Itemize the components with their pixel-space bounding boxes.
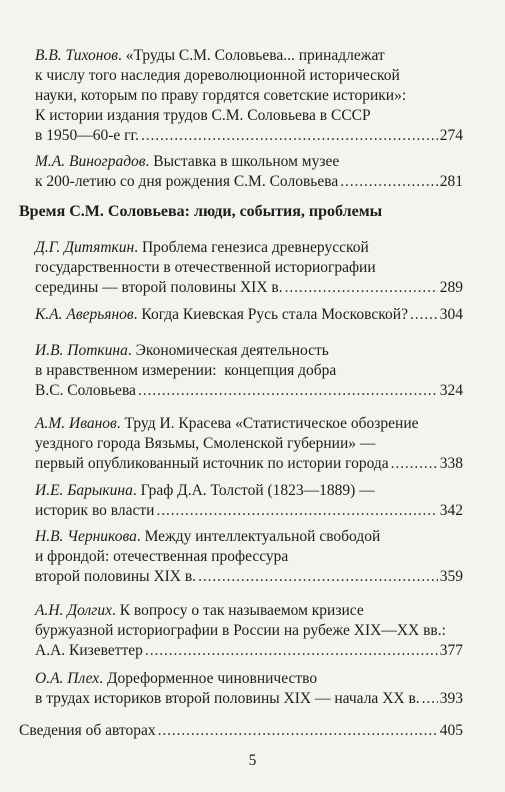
entry-author: А.Н. Долгих bbox=[35, 602, 112, 619]
entry-page-number: 338 bbox=[439, 455, 463, 472]
entry-title-line: уездного города Вязьмы, Смоленской губернии» — bbox=[35, 435, 376, 452]
entry-page-number: 289 bbox=[439, 279, 463, 296]
entry-last-line bbox=[35, 689, 463, 709]
entry-title-line: середины — второй половины XIX в. bbox=[35, 279, 283, 296]
dot-leader bbox=[158, 721, 438, 741]
entry-author: И.Е. Барыкина bbox=[35, 482, 133, 499]
entry-last-line bbox=[35, 641, 463, 661]
entry-title-line: к числу того наследия дореволюционной исторической bbox=[35, 67, 400, 84]
dot-leader bbox=[410, 305, 438, 325]
entry-title-line: Экономическая деятельность bbox=[135, 342, 329, 359]
entry-last-line bbox=[35, 126, 463, 146]
entry-author: Д.Г. Дитяткин bbox=[35, 239, 135, 256]
dot-leader bbox=[422, 689, 438, 709]
entry-last-line bbox=[35, 278, 463, 298]
entry-page-number: 324 bbox=[439, 382, 463, 399]
entry-title-line: Когда Киевская Русь стала Московской? bbox=[141, 306, 408, 323]
toc-entry[interactable] bbox=[35, 341, 463, 401]
entry-title-line: историк во власти bbox=[35, 502, 155, 519]
toc-entry[interactable] bbox=[35, 527, 463, 587]
dot-leader bbox=[391, 454, 438, 474]
entry-last-line bbox=[35, 381, 463, 401]
entry-author: В.В. Тихонов bbox=[35, 47, 118, 64]
entry-author: О.А. Плех bbox=[35, 670, 100, 687]
toc-entry-first-line: И.Е. Барыкина. Граф Д.А. Толстой (1823—1889) — bbox=[35, 482, 375, 499]
entry-author: Н.В. Черникова bbox=[35, 528, 137, 545]
entry-last-line bbox=[35, 567, 463, 587]
toc-entry[interactable] bbox=[35, 152, 463, 192]
authors-info-entry[interactable] bbox=[19, 721, 463, 741]
entry-title-line: Выставка в школьном музее bbox=[153, 153, 340, 170]
entry-title-line: науки, которым по праву гордятся советские историки»: bbox=[35, 87, 407, 104]
entry-title-line: Дореформенное чиновничество bbox=[106, 670, 318, 687]
entry-title-line: и фрондой: отечественная профессура bbox=[35, 548, 289, 565]
entry-page-number: 304 bbox=[439, 306, 463, 323]
entry-author: А.М. Иванов bbox=[35, 415, 117, 432]
entry-page-number: 274 bbox=[439, 127, 463, 144]
toc-entry-first-line: И.В. Поткина. Экономическая деятельность bbox=[35, 342, 329, 359]
dot-leader bbox=[198, 567, 438, 587]
toc-entry-first-line: А.М. Иванов. Труд И. Красева «Статистическое обозрение bbox=[35, 415, 419, 432]
entry-page-number: 281 bbox=[439, 173, 463, 190]
toc-entry[interactable] bbox=[35, 669, 463, 709]
entry-title-line: Труд И. Красева «Статистическое обозрение bbox=[124, 415, 419, 432]
entry-author: И.В. Поткина bbox=[35, 342, 128, 359]
toc-entry[interactable] bbox=[35, 601, 463, 661]
entry-title-line: К истории издания трудов С.М. Соловьева в СССР bbox=[35, 107, 371, 124]
page-number: 5 bbox=[248, 752, 257, 769]
entry-title-line: Проблема генезиса древнерусской bbox=[141, 239, 369, 256]
entry-title-line: в 1950—60-е гг. bbox=[35, 127, 139, 144]
entry-author: К.А. Аверьянов bbox=[35, 306, 134, 323]
entry-title-line: государственности в отечественной историографии bbox=[35, 259, 376, 276]
entry-last-line bbox=[19, 721, 463, 741]
entry-title-text: К.А. Аверьянов. Когда Киевская Русь стала Московской? bbox=[35, 306, 408, 323]
entry-last-line bbox=[35, 454, 463, 474]
entry-page-number: 377 bbox=[439, 642, 463, 659]
dot-leader bbox=[145, 641, 438, 661]
toc-entry-first-line: Н.В. Черникова. Между интеллектуальной свободой bbox=[35, 528, 381, 545]
toc-entry-first-line: В.В. Тихонов. «Труды С.М. Соловьева... принадлежат bbox=[35, 47, 385, 64]
authors-info-label: Сведения об авторах bbox=[19, 722, 156, 739]
dot-leader bbox=[141, 126, 438, 146]
entry-title-line: А.А. Кизеветтер bbox=[35, 642, 143, 659]
toc-entry[interactable] bbox=[35, 46, 463, 146]
entry-title-line: к 200-летию со дня рождения С.М. Соловьева bbox=[35, 173, 339, 190]
entry-title-line: первый опубликованный источник по истории города bbox=[35, 455, 389, 472]
dot-leader bbox=[285, 278, 438, 298]
entry-page-number: 393 bbox=[439, 690, 463, 707]
toc-entry-first-line: А.Н. Долгих. К вопросу о так называемом кризисе bbox=[35, 602, 364, 619]
toc-entry-first-line: Д.Г. Дитяткин. Проблема генезиса древнерусской bbox=[35, 239, 369, 256]
entry-page-number: 359 bbox=[439, 568, 463, 585]
toc-entry[interactable] bbox=[35, 414, 463, 474]
entry-last-line bbox=[35, 501, 463, 521]
entry-page-number: 342 bbox=[439, 502, 463, 519]
toc-entry[interactable] bbox=[35, 481, 463, 521]
entry-page-number: 405 bbox=[439, 722, 463, 739]
entry-title-line: второй половины XIX в. bbox=[35, 568, 197, 585]
entry-last-line bbox=[35, 172, 463, 192]
entry-last-line bbox=[35, 305, 463, 325]
entry-title-line: Между интеллектуальной свободой bbox=[144, 528, 381, 545]
toc-entry-first-line: М.А. Виноградов. Выставка в школьном музее bbox=[35, 153, 340, 170]
section-title: Время С.М. Соловьева: люди, события, проблемы bbox=[19, 203, 383, 220]
toc-entry[interactable] bbox=[35, 305, 463, 325]
entry-title-line: Граф Д.А. Толстой (1823—1889) — bbox=[140, 482, 375, 499]
entry-title-line: в нравственном измерении: концепция добра bbox=[35, 362, 337, 379]
entry-title-line: «Труды С.М. Соловьева... принадлежат bbox=[125, 47, 385, 64]
toc-entry-first-line: О.А. Плех. Дореформенное чиновничество bbox=[35, 670, 318, 687]
dot-leader bbox=[156, 501, 437, 521]
toc-entry[interactable] bbox=[35, 238, 463, 298]
dot-leader bbox=[340, 172, 438, 192]
entry-title-line: в трудах историков второй половины XIX — начала XX в. bbox=[35, 690, 420, 707]
entry-author: М.А. Виноградов bbox=[35, 153, 146, 170]
entry-title-line: К вопросу о так называемом кризисе bbox=[119, 602, 364, 619]
entry-title-line: В.С. Соловьева bbox=[35, 382, 136, 399]
entry-title-line: буржуазной историографии в России на рубеже XIX—XX вв.: bbox=[35, 622, 446, 639]
dot-leader bbox=[138, 381, 438, 401]
